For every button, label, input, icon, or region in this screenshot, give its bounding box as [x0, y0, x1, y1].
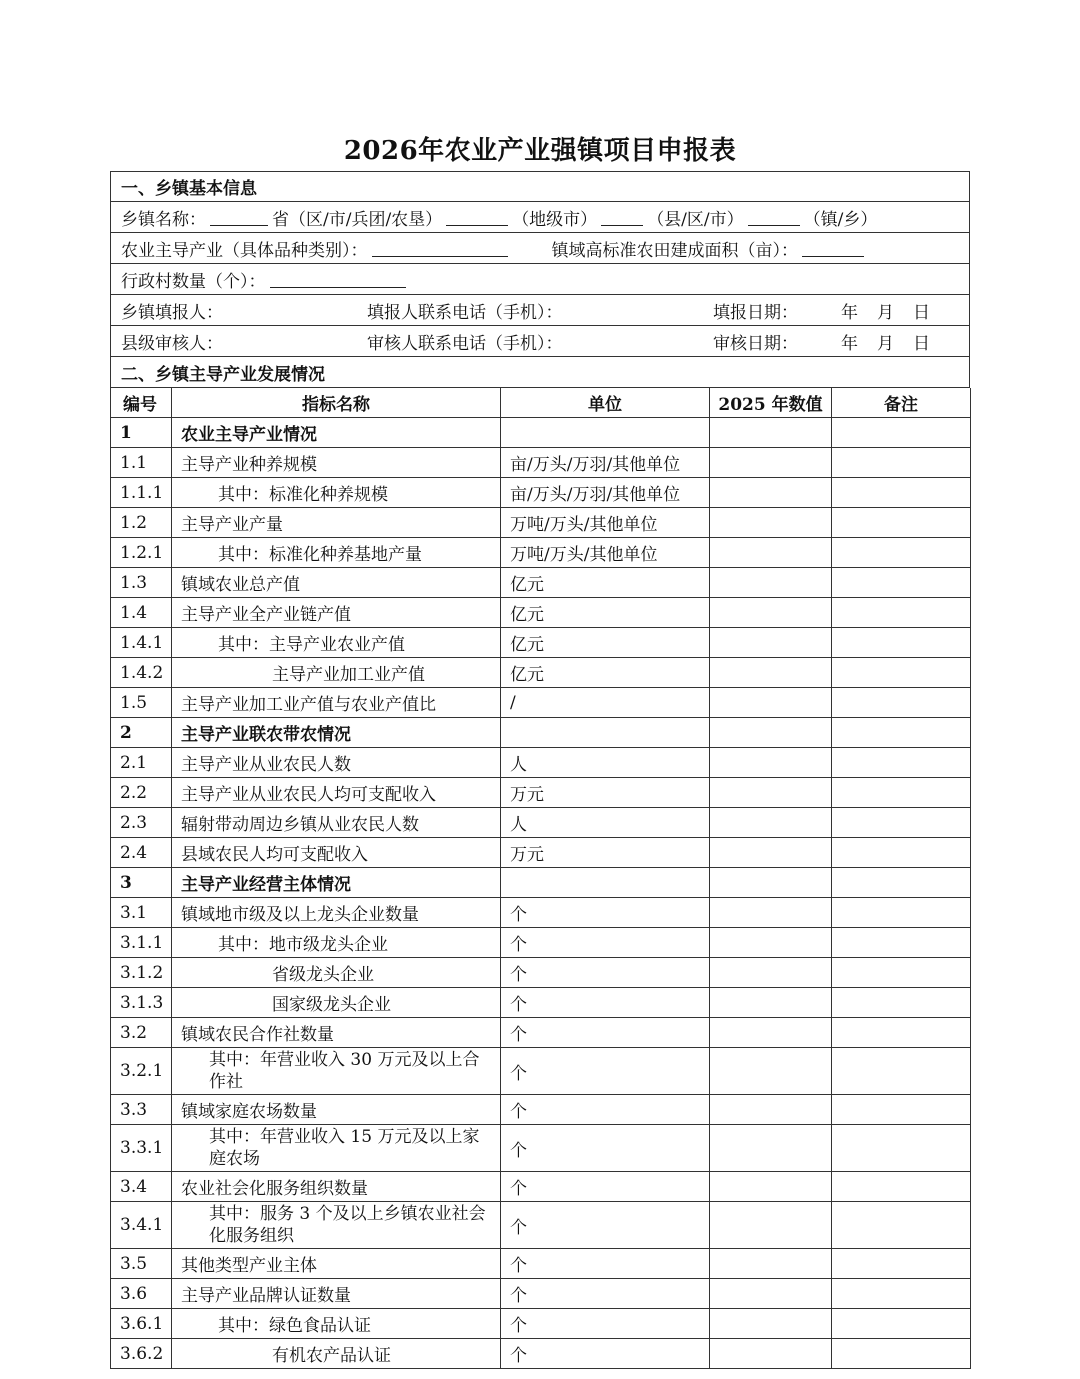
row-number: 1.1 — [111, 448, 172, 478]
town-name-label: 乡镇名称： — [121, 209, 206, 230]
county-blank[interactable] — [601, 209, 643, 226]
value-cell[interactable] — [710, 1095, 832, 1125]
row-unit — [501, 418, 710, 448]
col-header-number: 编号 — [111, 388, 172, 418]
value-cell[interactable] — [710, 538, 832, 568]
row-indicator: 辐射带动周边乡镇从业农民人数 — [172, 808, 501, 838]
review-date-label: 审核日期： — [713, 333, 798, 354]
value-cell[interactable] — [710, 898, 832, 928]
row-unit: 个 — [501, 1018, 710, 1048]
table-row — [111, 808, 971, 838]
remarks-cell[interactable] — [832, 1172, 971, 1202]
row-number: 2 — [111, 718, 172, 748]
value-cell[interactable] — [710, 1125, 832, 1172]
table-row — [111, 778, 971, 808]
table-row — [111, 748, 971, 778]
reviewer-phone-label: 审核人联系电话（手机）： — [367, 333, 563, 354]
row-number: 3.3 — [111, 1095, 172, 1125]
table-row — [111, 628, 971, 658]
table-row — [111, 1339, 971, 1369]
row-number: 2.1 — [111, 748, 172, 778]
value-cell[interactable] — [710, 1249, 832, 1279]
table-header-row — [111, 388, 971, 418]
row-number: 3.3.1 — [111, 1125, 172, 1172]
filler-phone-label: 填报人联系电话（手机）： — [367, 302, 563, 323]
row-unit: 个 — [501, 1095, 710, 1125]
table-row — [111, 538, 971, 568]
row-indicator: 农业社会化服务组织数量 — [172, 1172, 501, 1202]
row-number: 2.4 — [111, 838, 172, 868]
table-row — [111, 718, 971, 748]
row-indicator: 主导产业经营主体情况 — [172, 868, 501, 898]
reviewer-row — [110, 326, 970, 357]
row-indicator: 主导产业加工业产值 — [172, 658, 501, 688]
application-form — [110, 171, 970, 1369]
remarks-cell[interactable] — [832, 1279, 971, 1309]
row-unit: 万吨/万头/其他单位 — [501, 538, 710, 568]
value-cell[interactable] — [710, 658, 832, 688]
row-indicator: 其中：绿色食品认证 — [172, 1309, 501, 1339]
industry-blank[interactable] — [372, 240, 508, 257]
table-row — [111, 1309, 971, 1339]
remarks-cell[interactable] — [832, 988, 971, 1018]
remarks-cell[interactable] — [832, 1125, 971, 1172]
section-heading-industry: 二、乡镇主导产业发展情况 — [110, 357, 970, 388]
row-unit: 个 — [501, 958, 710, 988]
row-number: 1.4.2 — [111, 658, 172, 688]
row-number: 3.1.1 — [111, 928, 172, 958]
reviewer-label: 县级审核人： — [121, 333, 223, 354]
value-cell[interactable] — [710, 418, 832, 448]
row-number: 3.6.1 — [111, 1309, 172, 1339]
city-blank[interactable] — [446, 209, 508, 226]
remarks-cell[interactable] — [832, 778, 971, 808]
table-row — [111, 448, 971, 478]
row-unit: 个 — [501, 1279, 710, 1309]
row-number: 3.1.2 — [111, 958, 172, 988]
row-number: 1.1.1 — [111, 478, 172, 508]
row-indicator: 其中：地市级龙头企业 — [172, 928, 501, 958]
row-number: 3.6 — [111, 1279, 172, 1309]
row-indicator: 主导产业产量 — [172, 508, 501, 538]
col-header-remarks: 备注 — [832, 388, 971, 418]
value-cell[interactable] — [710, 1172, 832, 1202]
value-cell[interactable] — [710, 718, 832, 748]
town-blank[interactable] — [748, 209, 800, 226]
row-indicator: 其中：标准化种养基地产量 — [172, 538, 501, 568]
row-unit: 个 — [501, 1309, 710, 1339]
row-indicator: 国家级龙头企业 — [172, 988, 501, 1018]
table-row — [111, 688, 971, 718]
row-indicator: 镇域家庭农场数量 — [172, 1095, 501, 1125]
value-cell[interactable] — [710, 478, 832, 508]
row-indicator: 主导产业从业农民人均可支配收入 — [172, 778, 501, 808]
col-header-indicator: 指标名称 — [172, 388, 501, 418]
remarks-cell[interactable] — [832, 1095, 971, 1125]
row-number: 2.3 — [111, 808, 172, 838]
table-row — [111, 898, 971, 928]
table-row — [111, 1249, 971, 1279]
remarks-cell[interactable] — [832, 868, 971, 898]
row-unit: 个 — [501, 988, 710, 1018]
table-row — [111, 1018, 971, 1048]
table-row — [111, 1048, 971, 1095]
remarks-cell[interactable] — [832, 478, 971, 508]
table-row — [111, 838, 971, 868]
row-indicator: 其中：标准化种养规模 — [172, 478, 501, 508]
row-unit: 人 — [501, 808, 710, 838]
row-unit: 亿元 — [501, 628, 710, 658]
table-row — [111, 508, 971, 538]
row-unit: 个 — [501, 1125, 710, 1172]
town-label: （镇/乡） — [803, 209, 878, 230]
remarks-cell[interactable] — [832, 1202, 971, 1249]
remarks-cell[interactable] — [832, 568, 971, 598]
table-row — [111, 1172, 971, 1202]
row-number: 3.2 — [111, 1018, 172, 1048]
table-row — [111, 1095, 971, 1125]
value-cell[interactable] — [710, 598, 832, 628]
row-unit — [501, 868, 710, 898]
row-unit: 亩/万头/万羽/其他单位 — [501, 478, 710, 508]
value-cell[interactable] — [710, 568, 832, 598]
industry-row — [110, 233, 970, 264]
remarks-cell[interactable] — [832, 958, 971, 988]
table-row — [111, 958, 971, 988]
row-number: 3 — [111, 868, 172, 898]
remarks-cell[interactable] — [832, 928, 971, 958]
table-row — [111, 658, 971, 688]
review-year-label: 年 — [841, 333, 858, 354]
row-number: 3.4 — [111, 1172, 172, 1202]
table-row — [111, 478, 971, 508]
remarks-cell[interactable] — [832, 1309, 971, 1339]
county-label: （县/区/市） — [647, 209, 744, 230]
row-unit: 个 — [501, 1202, 710, 1249]
col-header-value-2025: 2025 年数值 — [710, 388, 832, 418]
remarks-cell[interactable] — [832, 418, 971, 448]
remarks-cell[interactable] — [832, 838, 971, 868]
row-unit: 亩/万头/万羽/其他单位 — [501, 448, 710, 478]
row-unit: 万吨/万头/其他单位 — [501, 508, 710, 538]
row-number: 1 — [111, 418, 172, 448]
remarks-cell[interactable] — [832, 1339, 971, 1369]
row-unit: 个 — [501, 1249, 710, 1279]
industry-label: 农业主导产业（具体品种类别）： — [121, 240, 368, 261]
remarks-cell[interactable] — [832, 718, 971, 748]
table-row — [111, 598, 971, 628]
value-cell[interactable] — [710, 868, 832, 898]
value-cell[interactable] — [710, 1202, 832, 1249]
row-indicator: 主导产业种养规模 — [172, 448, 501, 478]
section-heading-basic-info: 一、乡镇基本信息 — [110, 171, 970, 202]
row-unit: 人 — [501, 748, 710, 778]
remarks-cell[interactable] — [832, 538, 971, 568]
value-cell[interactable] — [710, 688, 832, 718]
row-unit: 万元 — [501, 778, 710, 808]
table-row — [111, 928, 971, 958]
filler-row — [110, 295, 970, 326]
province-blank[interactable] — [210, 209, 268, 226]
row-unit: 亿元 — [501, 658, 710, 688]
remarks-cell[interactable] — [832, 1048, 971, 1095]
row-indicator: 主导产业从业农民人数 — [172, 748, 501, 778]
table-row — [111, 868, 971, 898]
remarks-cell[interactable] — [832, 598, 971, 628]
row-indicator: 其中：主导产业农业产值 — [172, 628, 501, 658]
row-unit: / — [501, 688, 710, 718]
remarks-cell[interactable] — [832, 448, 971, 478]
row-number: 1.4.1 — [111, 628, 172, 658]
row-number: 3.6.2 — [111, 1339, 172, 1369]
remarks-cell[interactable] — [832, 808, 971, 838]
value-cell[interactable] — [710, 1048, 832, 1095]
row-indicator: 主导产业加工业产值与农业产值比 — [172, 688, 501, 718]
town-name-row — [110, 202, 970, 233]
farmland-blank[interactable] — [802, 240, 864, 257]
row-indicator: 主导产业联农带农情况 — [172, 718, 501, 748]
fill-day-label: 日 — [913, 302, 930, 323]
value-cell[interactable] — [710, 1279, 832, 1309]
remarks-cell[interactable] — [832, 1018, 971, 1048]
row-number: 2.2 — [111, 778, 172, 808]
row-unit: 个 — [501, 898, 710, 928]
indicator-table — [110, 388, 971, 1369]
row-indicator: 其中：年营业收入 15 万元及以上家庭农场 — [172, 1125, 501, 1172]
table-row — [111, 568, 971, 598]
row-indicator: 其他类型产业主体 — [172, 1249, 501, 1279]
table-row — [111, 1125, 971, 1172]
remarks-cell[interactable] — [832, 748, 971, 778]
row-indicator: 县域农民人均可支配收入 — [172, 838, 501, 868]
row-indicator: 主导产业品牌认证数量 — [172, 1279, 501, 1309]
value-cell[interactable] — [710, 508, 832, 538]
table-row — [111, 988, 971, 1018]
row-number: 3.1.3 — [111, 988, 172, 1018]
value-cell[interactable] — [710, 1309, 832, 1339]
row-number: 3.5 — [111, 1249, 172, 1279]
fill-month-label: 月 — [877, 302, 894, 323]
value-cell[interactable] — [710, 778, 832, 808]
row-indicator: 其中：年营业收入 30 万元及以上合作社 — [172, 1048, 501, 1095]
value-cell[interactable] — [710, 928, 832, 958]
row-unit: 亿元 — [501, 568, 710, 598]
villages-row — [110, 264, 970, 295]
row-unit: 个 — [501, 1172, 710, 1202]
row-indicator: 镇域农业总产值 — [172, 568, 501, 598]
remarks-cell[interactable] — [832, 628, 971, 658]
value-cell[interactable] — [710, 448, 832, 478]
province-label: 省（区/市/兵团/农垦） — [272, 209, 443, 230]
remarks-cell[interactable] — [832, 508, 971, 538]
page-title: 2026年农业产业强镇项目申报表 — [343, 136, 737, 166]
farmland-label: 镇域高标准农田建成面积（亩）： — [551, 240, 798, 261]
row-indicator: 有机农产品认证 — [172, 1339, 501, 1369]
row-number: 3.2.1 — [111, 1048, 172, 1095]
row-number: 1.3 — [111, 568, 172, 598]
row-unit: 个 — [501, 928, 710, 958]
row-indicator: 省级龙头企业 — [172, 958, 501, 988]
value-cell[interactable] — [710, 958, 832, 988]
row-indicator: 镇域地市级及以上龙头企业数量 — [172, 898, 501, 928]
villages-blank[interactable] — [270, 271, 406, 288]
row-number: 1.5 — [111, 688, 172, 718]
value-cell[interactable] — [710, 808, 832, 838]
col-header-unit: 单位 — [501, 388, 710, 418]
table-row — [111, 1279, 971, 1309]
row-indicator: 其中：服务 3 个及以上乡镇农业社会化服务组织 — [172, 1202, 501, 1249]
row-number: 1.2.1 — [111, 538, 172, 568]
value-cell[interactable] — [710, 1018, 832, 1048]
villages-label: 行政村数量（个）： — [121, 271, 266, 292]
value-cell[interactable] — [710, 748, 832, 778]
table-row — [111, 418, 971, 448]
fill-date-label: 填报日期： — [713, 302, 798, 323]
value-cell[interactable] — [710, 628, 832, 658]
review-day-label: 日 — [913, 333, 930, 354]
row-unit: 万元 — [501, 838, 710, 868]
row-indicator: 镇域农民合作社数量 — [172, 1018, 501, 1048]
value-cell[interactable] — [710, 988, 832, 1018]
row-number: 1.4 — [111, 598, 172, 628]
remarks-cell[interactable] — [832, 898, 971, 928]
row-unit: 个 — [501, 1048, 710, 1095]
row-number: 3.1 — [111, 898, 172, 928]
remarks-cell[interactable] — [832, 658, 971, 688]
row-indicator: 主导产业全产业链产值 — [172, 598, 501, 628]
filler-label: 乡镇填报人： — [121, 302, 223, 323]
city-label: （地级市） — [512, 209, 598, 230]
value-cell[interactable] — [710, 838, 832, 868]
row-number: 3.4.1 — [111, 1202, 172, 1249]
row-unit — [501, 718, 710, 748]
review-month-label: 月 — [877, 333, 894, 354]
table-row — [111, 1202, 971, 1249]
row-unit: 亿元 — [501, 598, 710, 628]
remarks-cell[interactable] — [832, 688, 971, 718]
row-number: 1.2 — [111, 508, 172, 538]
fill-year-label: 年 — [841, 302, 858, 323]
value-cell[interactable] — [710, 1339, 832, 1369]
remarks-cell[interactable] — [832, 1249, 971, 1279]
row-unit: 个 — [501, 1339, 710, 1369]
row-indicator: 农业主导产业情况 — [172, 418, 501, 448]
